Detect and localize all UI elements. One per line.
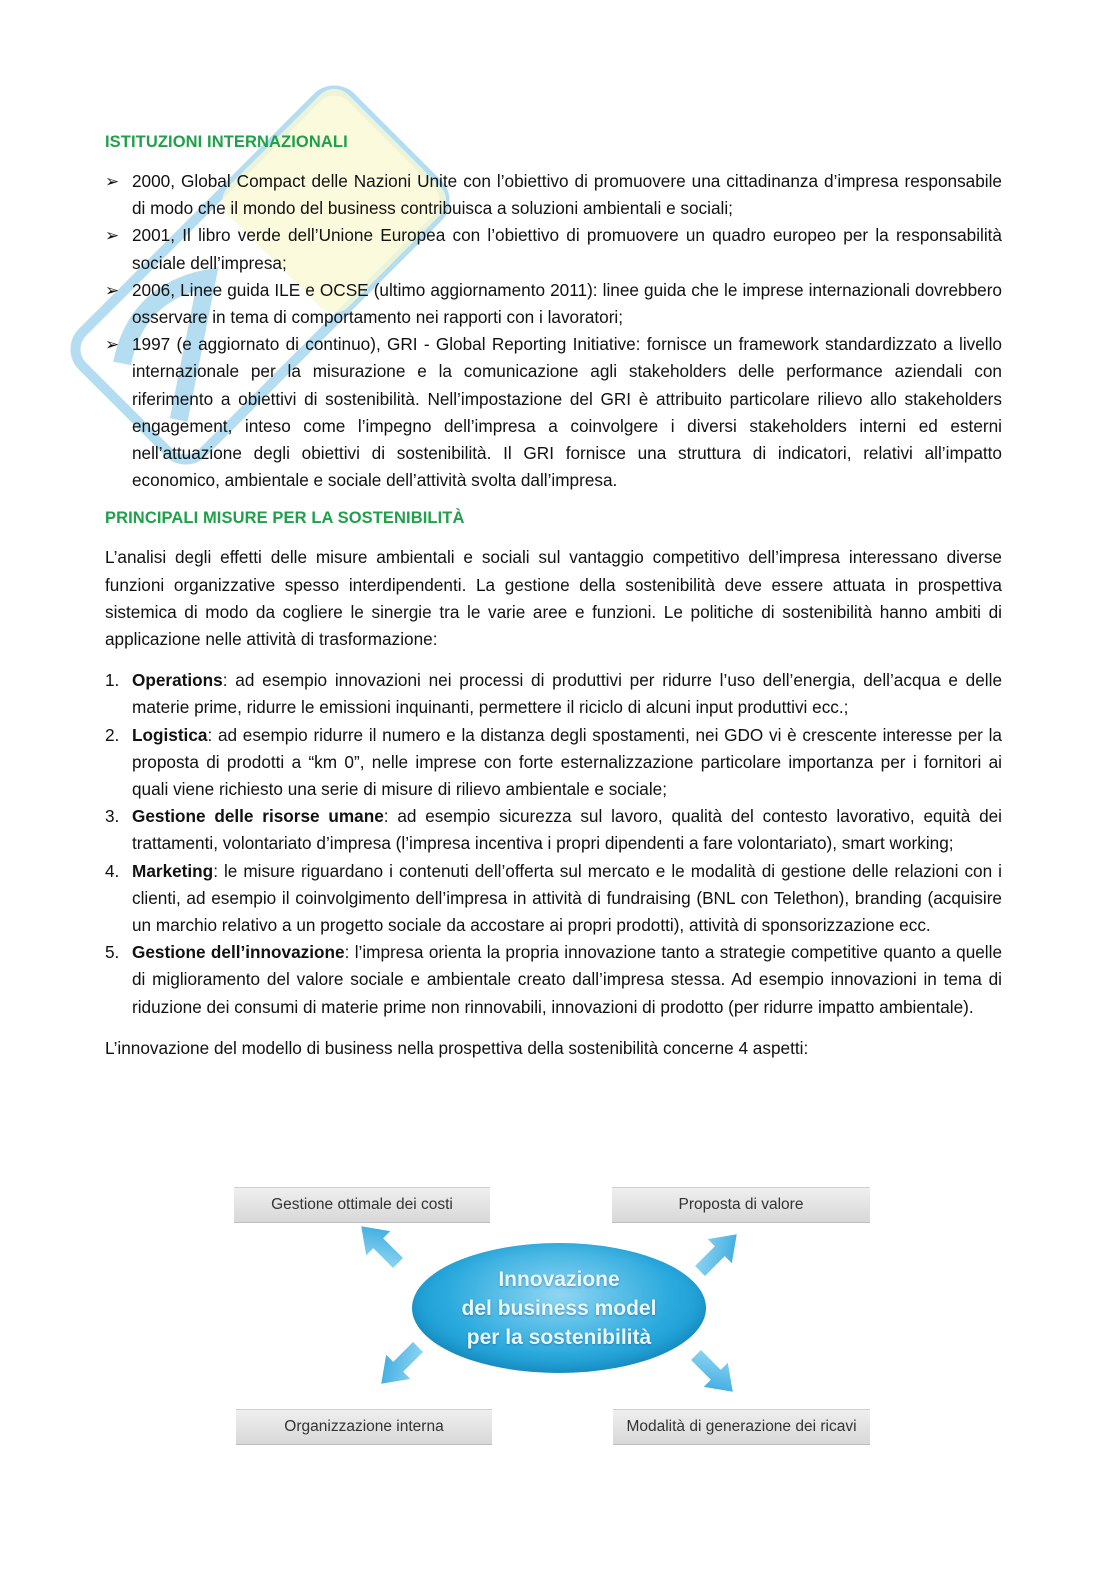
measure-number: 1. <box>105 670 120 691</box>
section-title-misure: PRINCIPALI MISURE PER LA SOSTENIBILITÀ <box>105 509 465 528</box>
center-line: per la sostenibilità <box>466 1326 652 1349</box>
diagram-center-text <box>412 1265 706 1352</box>
document-page <box>105 130 1002 1062</box>
list-item <box>105 222 1002 276</box>
list-item-text: 1997 (e aggiornato di continuo), GRI - Global Reporting Initiative: fornisce un framework standardizzato a livello internazionale per la misurazione e la comunicazione agli stakeholders delle performance aziendali con riferimento a obiettivi di sostenibilità. Nell’impostazione del GRI è attribuito particolare rilievo allo stakeholders engagement, inteso come l’impegno dell’impresa a coinvolgere i diversi stakeholders interni ed esterni nell’attuazione degli obiettivi di sostenibilità. Il GRI fornisce una struttura di indicatori, relativi all’impatto economico, ambientale e sociale dell’attività svolta dall’impresa. <box>132 334 1002 491</box>
measure-text: : ad esempio innovazioni nei processi di produttivi per ridurre l’uso dell’energia, dell’acqua e delle materie prime, ridurre le emissioni inquinanti, permettere il riciclo di alcuni input produttivi ecc.; <box>132 670 1002 718</box>
measure-term: Gestione dell’innovazione <box>132 942 345 963</box>
measure-text: : ad esempio ridurre il numero e la distanza degli spostamenti, nei GDO vi è crescente interesse per la proposta di prodotti a “km 0”, nelle imprese con forte esternalizzazione particolare importanza per i fornitori ai quali viene richiesto una serie di misure di rilievo ambientale e sociale; <box>132 724 1002 800</box>
closing-paragraph: L’innovazione del modello di business nella prospettiva della sostenibilità concerne 4 aspetti: <box>105 1037 809 1058</box>
measure-text: : le misure riguardano i contenuti dell’offerta sul mercato e le modalità di gestione delle relazioni con i clienti, ad esempio il coinvolgimento dell’impresa in attività di fundraising (BNL con Telethon), branding (acquisire un marchio relativo a un progetto sociale da accostare ai propri prodotti), attività di sponsorizzazione ecc. <box>132 860 1002 936</box>
list-item <box>105 277 1002 331</box>
center-line: Innovazione <box>498 1268 620 1291</box>
measure-item <box>105 667 1002 721</box>
measure-number: 5. <box>105 942 120 963</box>
diagram-box-costs: Gestione ottimale dei costi <box>234 1187 490 1223</box>
arrow-bullet-icon: ➢ <box>105 335 120 355</box>
measure-number: 2. <box>105 724 120 745</box>
section-title-istituzioni: ISTITUZIONI INTERNAZIONALI <box>105 133 348 151</box>
list-item-text: 2000, Global Compact delle Nazioni Unite con l’obiettivo di promuovere una cittadinanza d’impresa responsabile di modo che il mondo del business contribuisca a soluzioni ambientali e sociali; <box>132 171 1002 219</box>
arrow-bullet-icon: ➢ <box>105 280 120 300</box>
measure-text: : ad esempio sicurezza sul lavoro, qualità del contesto lavorativo, equità dei trattamenti, volontariato d’impresa (l’impresa incentiva i propri dipendenti a fare volontariato), smart working; <box>132 806 1003 854</box>
diagram-box-value-proposition: Proposta di valore <box>612 1187 870 1223</box>
measure-item <box>105 858 1002 940</box>
measure-number: 3. <box>105 806 120 827</box>
list-item-text: 2006, Linee guida ILE e OCSE (ultimo aggiornamento 2011): linee guida che le imprese internazionali dovrebbero osservare in tema di comportamento nei rapporti con i lavoratori; <box>132 279 1002 328</box>
list-item <box>105 331 1002 494</box>
measure-term: Gestione delle risorse umane <box>132 806 384 827</box>
diagram-center-ellipse <box>412 1243 706 1373</box>
measures-list <box>105 667 1002 1021</box>
measure-term: Operations <box>132 670 223 691</box>
measure-item <box>105 939 1002 1021</box>
measure-item <box>105 722 1002 804</box>
center-line: del business model <box>461 1297 657 1320</box>
measure-item <box>105 803 1002 857</box>
list-item-text: 2001, Il libro verde dell’Unione Europea con l’obiettivo di promuovere un quadro europeo per la responsabilità sociale dell’impresa; <box>132 225 1002 273</box>
arrow-bullet-icon: ➢ <box>105 172 120 191</box>
business-model-diagram <box>230 1183 875 1453</box>
measure-text: : l’impresa orienta la propria innovazione tanto a strategie competitive quanto a quelle di miglioramento del valore sociale e ambientale creato dall’impresa stessa. Ad esempio innovazioni in tema di riduzione dei consumi di materie prime non rinnovabili, innovazioni di prodotto (per ridurre impatto ambientale). <box>132 942 1003 1017</box>
diagram-box-revenue-generation: Modalità di generazione dei ricavi <box>613 1409 870 1445</box>
measure-term: Marketing <box>132 860 214 881</box>
list-item <box>105 168 1002 222</box>
diagram-box-internal-organization: Organizzazione interna <box>236 1409 492 1445</box>
arrow-bullet-icon: ➢ <box>105 226 120 246</box>
measure-term: Logistica <box>132 724 208 745</box>
intro-paragraph: L’analisi degli effetti delle misure ambientali e sociali sul vantaggio competitivo dell’impresa interessano diverse funzioni organizzative spesso interdipendenti. La gestione della sostenibilità deve essere attuata in prospettiva sistemica di modo da cogliere le sinergie tra le varie aree e funzioni. Le politiche di sostenibilità hanno ambiti di applicazione nelle attività di trasformazione: <box>105 547 1002 650</box>
institutions-list <box>105 168 1002 494</box>
measure-number: 4. <box>105 860 120 881</box>
arrow-bottom-right-icon <box>684 1343 745 1404</box>
arrow-top-left-icon <box>349 1214 410 1275</box>
